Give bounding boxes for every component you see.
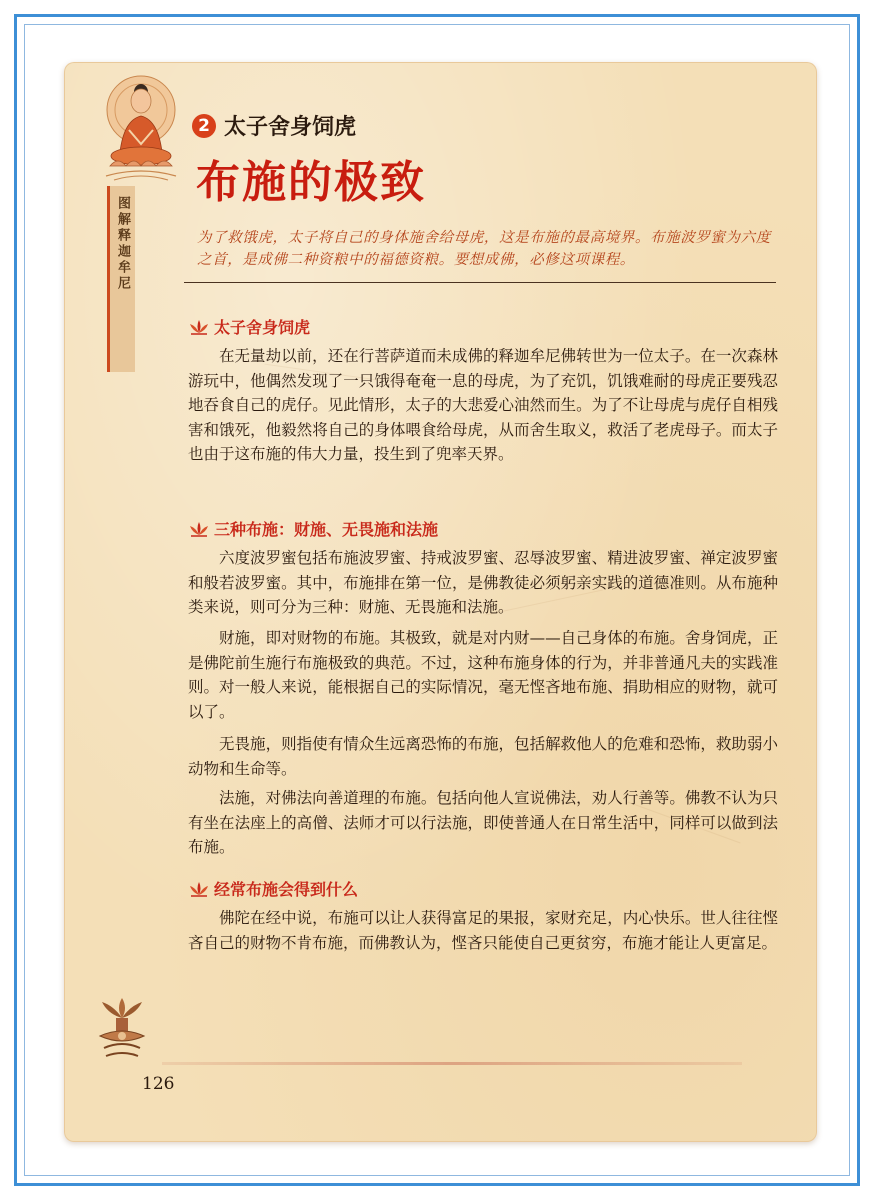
body-paragraph: 财施，即对财物的布施。其极致，就是对内财——自己身体的布施。舍身饲虎，正是佛陀前生施行布施极致的典范。不过，这种布施身体的行为，并非普通凡夫的实践准则。对一般人来说，能根据自己的实际情况，毫无悭吝地布施、捐助相应的财物，就可以了。	[188, 629, 778, 721]
chapter-title: 布施的极致	[196, 157, 426, 208]
book-page	[64, 62, 817, 1142]
side-tab-label: 图解释迦牟尼	[115, 196, 130, 292]
body-paragraph: 佛陀在经中说，布施可以让人获得富足的果报，家财充足，内心快乐。世人往往悭吝自己的财物不肯布施，而佛教认为，悭吝只能使自己更贫穷，布施才能让人更富足。	[188, 909, 778, 952]
section-heading-text: 太子舍身饲虎	[214, 318, 311, 337]
section-heading-text: 经常布施会得到什么	[214, 880, 359, 899]
divider	[184, 282, 776, 283]
page-number: 126	[142, 1074, 175, 1094]
buddha-figure-icon	[96, 70, 186, 192]
intro-summary: 为了救饿虎，太子将自己的身体施舍给母虎，这是布施的最高境界。布施波罗蜜为六度之首，是成佛二种资粮中的福德资粮。要想成佛，必修这项课程。	[197, 230, 771, 268]
section-heading-text: 三种布施：财施、无畏施和法施	[214, 520, 439, 539]
section-heading	[188, 518, 438, 542]
body-paragraph: 在无量劫以前，还在行菩萨道而未成佛的释迦牟尼佛转世为一位太子。在一次森林游玩中，他偶然发现了一只饿得奄奄一息的母虎，为了充饥，饥饿难耐的母虎正要残忍地吞食自己的虎仔。见此情形，太子的大悲爱心油然而生。为了不让母虎与虎仔自相残害和饿死，他毅然将自己的身体喂食给母虎，从而舍生取义，救活了老虎母子。而太子也由于这布施的伟大力量，投生到了兜率天界。	[188, 347, 778, 463]
body-paragraph: 无畏施，则指使有情众生远离恐怖的布施，包括解救他人的危难和恐怖，救助弱小动物和生命等。	[188, 735, 778, 778]
section-number-badge: 2	[192, 114, 216, 138]
chapter-subtitle: 太子舍身饲虎	[224, 115, 357, 140]
lotus-icon	[188, 318, 210, 336]
lotus-icon	[188, 520, 210, 538]
lotus-icon	[188, 880, 210, 898]
body-paragraph: 法施，对佛法向善道理的布施。包括向他人宣说佛法，劝人行善等。佛教不认为只有坐在法座上的高僧、法师才可以行法施，即使普通人在日常生活中，同样可以做到法布施。	[188, 789, 778, 856]
ornament-icon	[94, 994, 150, 1064]
bottom-divider	[162, 1062, 742, 1065]
body-paragraph: 六度波罗蜜包括布施波罗蜜、持戒波罗蜜、忍辱波罗蜜、精进波罗蜜、禅定波罗蜜和般若波罗蜜。其中，布施排在第一位，是佛教徒必须躬亲实践的道德准则。从布施种类来说，则可分为三种：财施、无畏施和法施。	[188, 549, 778, 616]
section-heading	[188, 878, 358, 902]
section-heading	[188, 316, 310, 340]
side-tab	[107, 186, 135, 372]
